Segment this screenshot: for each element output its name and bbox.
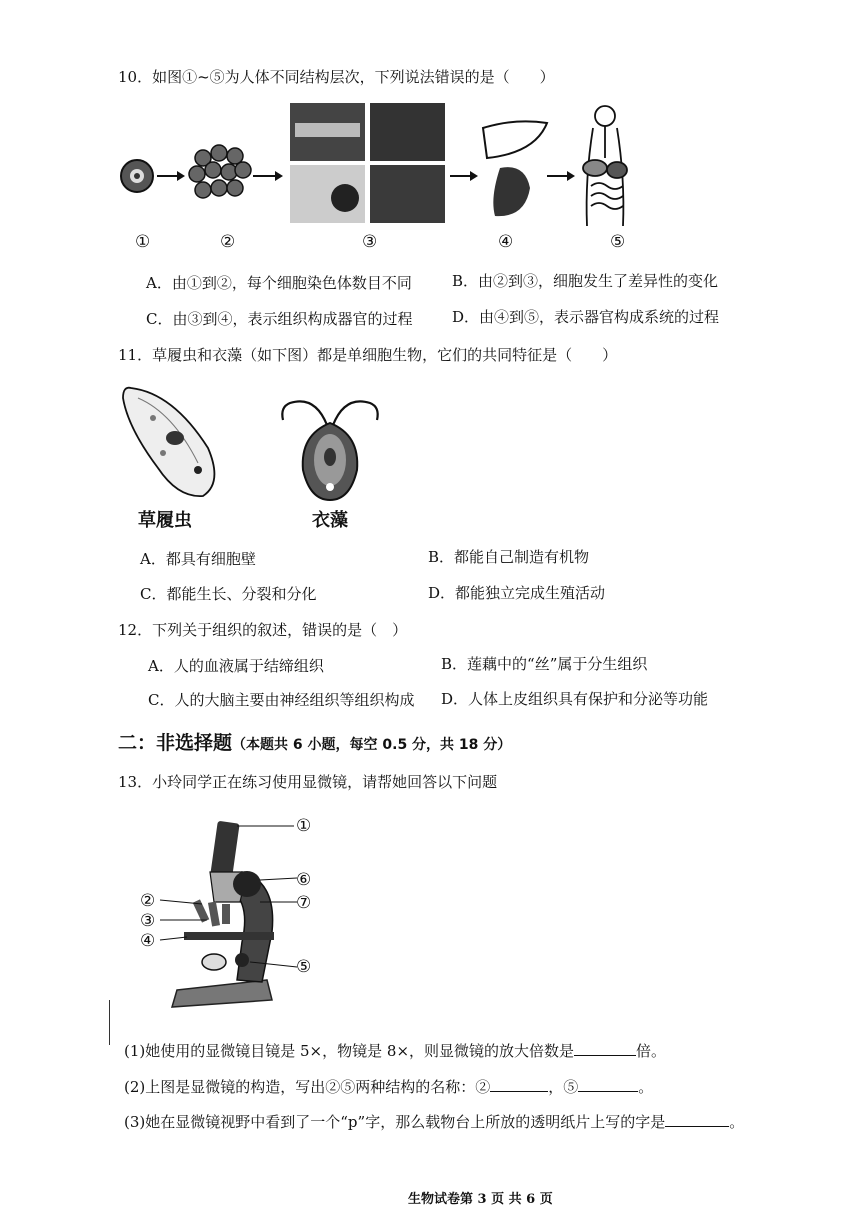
q13-sub2-end: 。 bbox=[638, 1078, 654, 1096]
q12-stem: 12．下列关于组织的叙述，错误的是（ ） bbox=[118, 621, 408, 639]
q12-option-d: D．人体上皮组织具有保护和分泌等功能 bbox=[441, 690, 709, 708]
q12-option-b: B．莲藕中的“丝”属于分生组织 bbox=[441, 655, 648, 673]
q13-sub2-text: (2)上图是显微镜的构造，写出②⑤两种结构的名称：② bbox=[124, 1078, 491, 1096]
q13-stem: 13．小玲同学正在练习使用显微镜，请帮她回答以下问题 bbox=[118, 773, 498, 791]
microscope-label-1: ① bbox=[296, 816, 312, 836]
microscope-label-4: ④ bbox=[140, 931, 156, 951]
microscope-label-3: ③ bbox=[140, 911, 156, 931]
q13-sub3-end: 。 bbox=[729, 1113, 745, 1131]
microscope-label-5: ⑤ bbox=[296, 957, 312, 977]
section-title: 二：非选择题 bbox=[118, 732, 233, 754]
q10-option-c: C．由③到④，表示组织构成器官的过程 bbox=[146, 310, 413, 328]
structure-5-blank[interactable] bbox=[578, 1077, 638, 1092]
q10-label-3: ③ bbox=[362, 232, 378, 252]
microscope-label-2: ② bbox=[140, 891, 156, 911]
microscope-label-7: ⑦ bbox=[296, 893, 312, 913]
single-cell-icon bbox=[121, 160, 153, 192]
section-heading bbox=[118, 728, 511, 755]
q13-sub3 bbox=[124, 1111, 744, 1132]
organ-icon bbox=[483, 121, 547, 216]
cell-cluster-icon bbox=[189, 145, 251, 198]
q10-option-b: B．由②到③，细胞发生了差异性的变化 bbox=[452, 272, 719, 290]
digestive-system-icon bbox=[583, 106, 627, 226]
q12-option-a: A．人的血液属于结缔组织 bbox=[148, 657, 324, 675]
q11-option-d: D．都能独立完成生殖活动 bbox=[428, 584, 606, 602]
page-footer: 生物试卷第 3 页 共 6 页 bbox=[408, 1192, 553, 1207]
letter-blank[interactable] bbox=[665, 1112, 729, 1127]
tissue-images-icon bbox=[290, 103, 445, 223]
margin-mark bbox=[109, 1000, 111, 1045]
section-note: （本题共 6 小题，每空 0.5 分，共 18 分） bbox=[232, 737, 512, 753]
q10-figure bbox=[115, 98, 675, 238]
chlamydomonas-illustration bbox=[275, 385, 385, 505]
q13-sub2 bbox=[124, 1076, 653, 1097]
q10-option-d: D．由④到⑤，表示器官构成系统的过程 bbox=[452, 308, 720, 326]
q13-sub1-suffix: 倍。 bbox=[636, 1042, 667, 1060]
q10-option-a: A．由①到②，每个细胞染色体数目不同 bbox=[146, 274, 412, 292]
q10-label-4: ④ bbox=[498, 232, 514, 252]
magnification-blank[interactable] bbox=[574, 1041, 636, 1056]
q10-stem: 10．如图①~⑤为人体不同结构层次，下列说法错误的是（ ） bbox=[118, 68, 555, 86]
q11-option-c: C．都能生长、分裂和分化 bbox=[140, 585, 317, 603]
q13-sub1-text: (1)她使用的显微镜目镜是 5×，物镜是 8×，则显微镜的放大倍数是 bbox=[124, 1042, 575, 1060]
q11-option-a: A．都具有细胞壁 bbox=[140, 550, 256, 568]
paramecium-caption: 草履虫 bbox=[138, 510, 192, 531]
paramecium-illustration bbox=[113, 378, 233, 503]
q10-label-1: ① bbox=[135, 232, 151, 252]
q10-label-2: ② bbox=[220, 232, 236, 252]
q12-option-c: C．人的大脑主要由神经组织等组织构成 bbox=[148, 691, 415, 709]
microscope-label-6: ⑥ bbox=[296, 870, 312, 890]
q13-sub2-sep: ，⑤ bbox=[548, 1078, 579, 1096]
q13-sub3-text: (3)她在显微镜视野中看到了一个“p”字，那么载物台上所放的透明纸片上写的字是 bbox=[124, 1113, 666, 1131]
structure-2-blank[interactable] bbox=[490, 1077, 548, 1092]
q11-option-b: B．都能自己制造有机物 bbox=[428, 548, 590, 566]
chlamydomonas-caption: 衣藻 bbox=[312, 510, 348, 531]
q10-label-5: ⑤ bbox=[610, 232, 626, 252]
microscope-illustration bbox=[142, 812, 372, 1017]
q13-sub1 bbox=[124, 1040, 666, 1061]
q11-stem: 11．草履虫和衣藻（如下图）都是单细胞生物，它们的共同特征是（ ） bbox=[118, 346, 618, 364]
